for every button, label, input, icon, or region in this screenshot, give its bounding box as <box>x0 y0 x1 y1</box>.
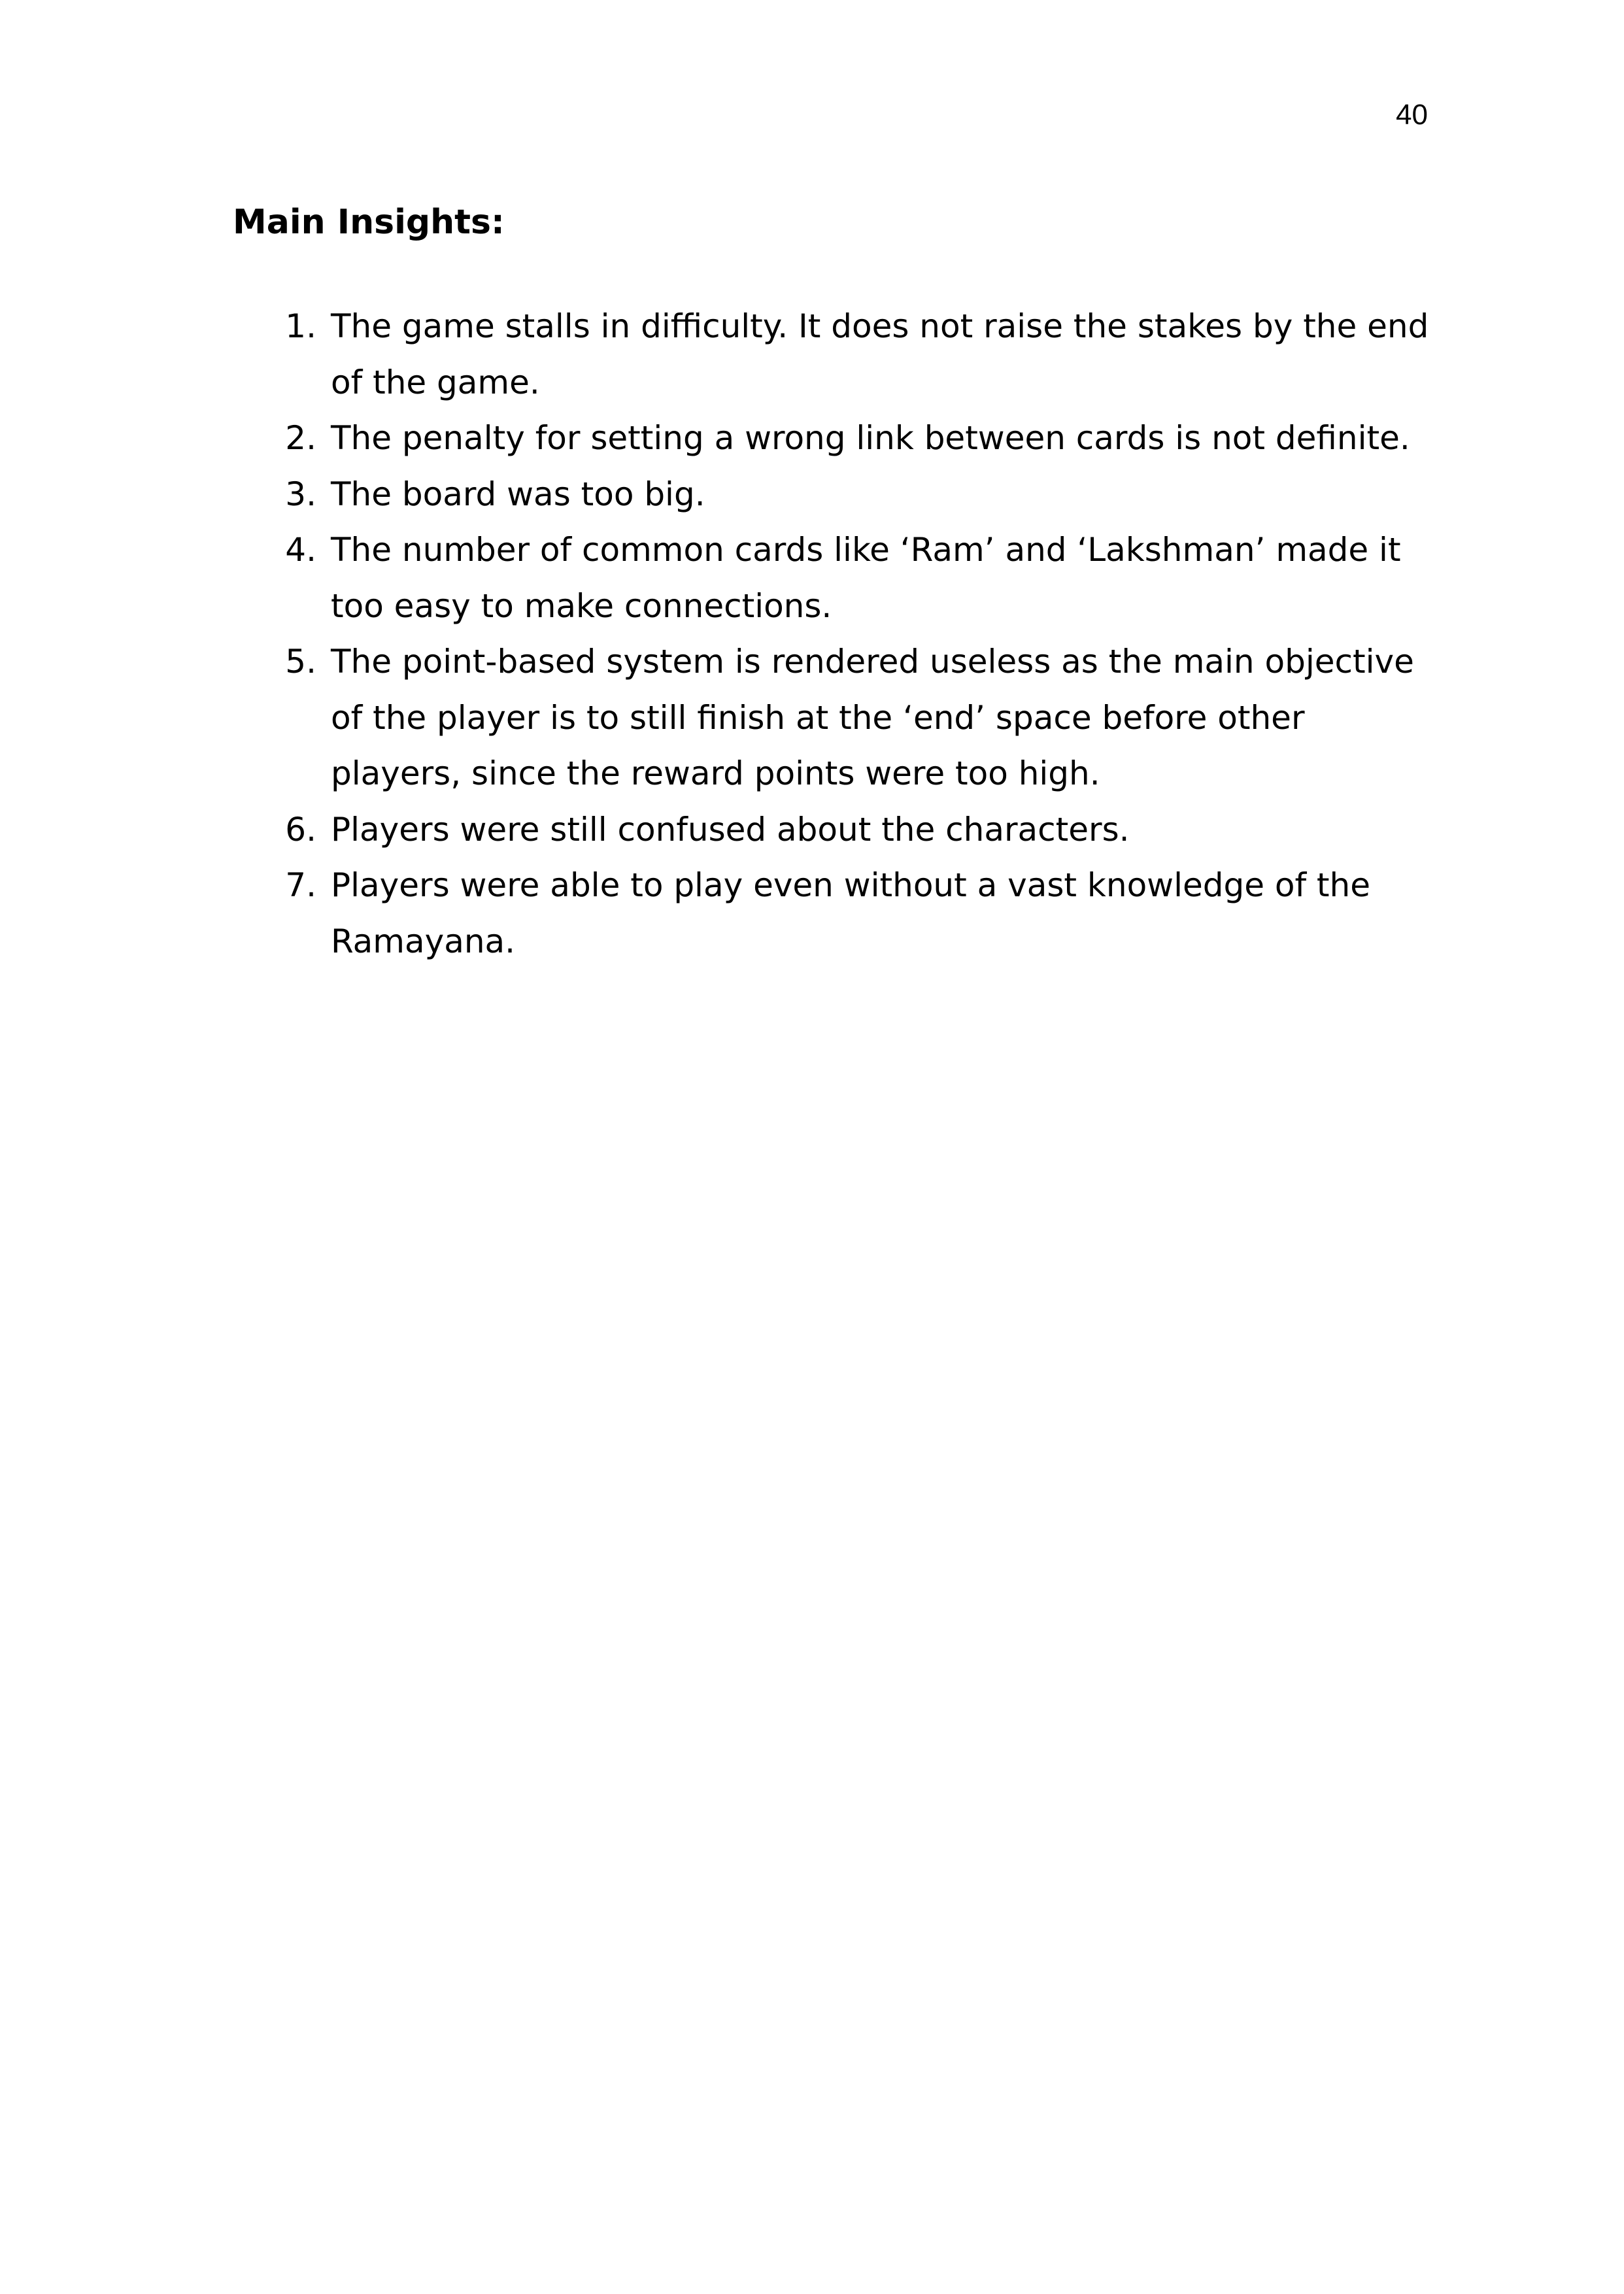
list-item-text: Players were still confused about the characters. <box>331 810 1130 849</box>
list-item-text: The number of common cards like ‘Ram’ and ‘Lakshman’ made it too easy to make connections. <box>331 531 1401 625</box>
list-item <box>233 802 1436 858</box>
section-heading: Main Insights: <box>233 203 505 242</box>
list-item-text: The board was too big. <box>331 475 705 513</box>
insights-list <box>233 299 1436 970</box>
list-item-number: 4. <box>285 531 316 569</box>
list-item-text: The penalty for setting a wrong link between cards is not definite. <box>331 419 1410 457</box>
list-item <box>233 858 1436 970</box>
list-item-text: The game stalls in difficulty. It does not raise the stakes by the end of the game. <box>331 307 1429 401</box>
list-item-number: 3. <box>285 475 316 513</box>
list-item-number: 5. <box>285 643 316 681</box>
list-item <box>233 634 1436 802</box>
list-item <box>233 411 1436 467</box>
list-item-number: 6. <box>285 810 316 849</box>
list-item-number: 7. <box>285 866 316 904</box>
list-item-number: 2. <box>285 419 316 457</box>
list-item-text: The point-based system is rendered useless as the main objective of the player is to still finish at the ‘end’ space before other players, since the reward points were too high. <box>331 643 1414 792</box>
list-item <box>233 299 1436 411</box>
list-item <box>233 467 1436 523</box>
page-number: 40 <box>1396 99 1428 131</box>
list-item-number: 1. <box>285 307 316 345</box>
list-item-text: Players were able to play even without a vast knowledge of the Ramayana. <box>331 866 1370 960</box>
list-item <box>233 522 1436 634</box>
